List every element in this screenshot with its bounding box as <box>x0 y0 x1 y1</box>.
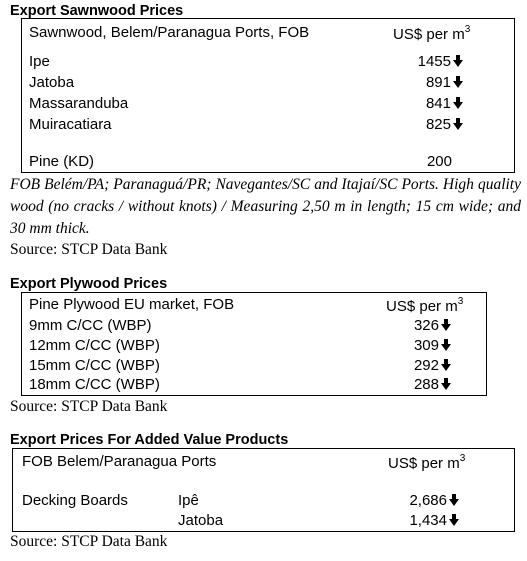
table-row-label: Massaranduba <box>29 95 129 112</box>
sawnwood-title: Export Sawnwood Prices <box>10 3 184 19</box>
down-arrow-icon <box>453 97 463 109</box>
down-arrow-icon <box>449 494 459 506</box>
plywood-header-label: Pine Plywood EU market, FOB <box>29 296 235 313</box>
sawnwood-source: Source: STCP Data Bank <box>10 241 168 258</box>
down-arrow-icon <box>441 359 451 371</box>
down-arrow-icon <box>441 339 451 351</box>
product-label: Decking Boards <box>22 492 128 509</box>
table-row-label: Ipe <box>29 53 50 70</box>
table-row-label: 12mm C/CC (WBP) <box>29 337 160 354</box>
table-row-value: 292 <box>414 357 451 374</box>
down-arrow-icon <box>449 514 459 526</box>
table-row-value: 841 <box>426 95 463 112</box>
table-row-label: Pine (KD) <box>29 153 95 170</box>
table-row-label: Jatoba <box>29 74 75 91</box>
sawnwood-note: FOB Belém/PA; Paranaguá/PR; Navegantes/SC and Itajaí/SC Ports. High quality wood (no cracks / without knots) / Measuring 2,50 m in length; 15 cm wide; and 30 mm thick. <box>10 176 521 237</box>
table-row-value: 309 <box>414 337 451 354</box>
plywood-title: Export Plywood Prices <box>10 276 168 292</box>
table-row-label: 15mm C/CC (WBP) <box>29 357 160 374</box>
table-row-value: 825 <box>426 116 463 133</box>
table-row-value: 1,434 <box>409 512 459 529</box>
added-value-header-unit: US$ per $m^3$ <box>388 453 466 472</box>
added-value-source: Source: STCP Data Bank <box>10 533 168 550</box>
plywood-source: Source: STCP Data Bank <box>10 398 168 415</box>
table-row-label: Muiracatiara <box>29 116 112 133</box>
table-row-value: 288 <box>414 376 451 393</box>
table-row-label: Ipê <box>178 492 199 509</box>
down-arrow-icon <box>453 55 463 67</box>
down-arrow-icon <box>441 378 451 390</box>
added-value-title: Export Prices For Added Value Products <box>10 432 289 448</box>
sawnwood-header-unit: US$ per $m^3$ <box>393 24 471 43</box>
table-row-value: 326 <box>414 317 451 334</box>
added-value-header-label: FOB Belem/Paranagua Ports <box>22 453 217 470</box>
table-row-value: 2,686 <box>409 492 459 509</box>
added-value-table <box>12 448 515 532</box>
down-arrow-icon <box>453 76 463 88</box>
table-row-value: 1455 <box>418 53 463 70</box>
table-row-value: 200 <box>426 153 452 170</box>
table-row-label: 18mm C/CC (WBP) <box>29 376 160 393</box>
table-row-label: 9mm C/CC (WBP) <box>29 317 152 334</box>
sawnwood-header-label: Sawnwood, Belem/Paranagua Ports, FOB <box>29 24 310 41</box>
plywood-header-unit: US$ per $m^3$ <box>386 296 464 315</box>
down-arrow-icon <box>441 319 451 331</box>
plywood-table <box>21 292 487 396</box>
sawnwood-table <box>21 18 515 173</box>
table-row-value: 891 <box>426 74 463 91</box>
down-arrow-icon <box>453 118 463 130</box>
table-row-label: Jatoba <box>178 512 224 529</box>
